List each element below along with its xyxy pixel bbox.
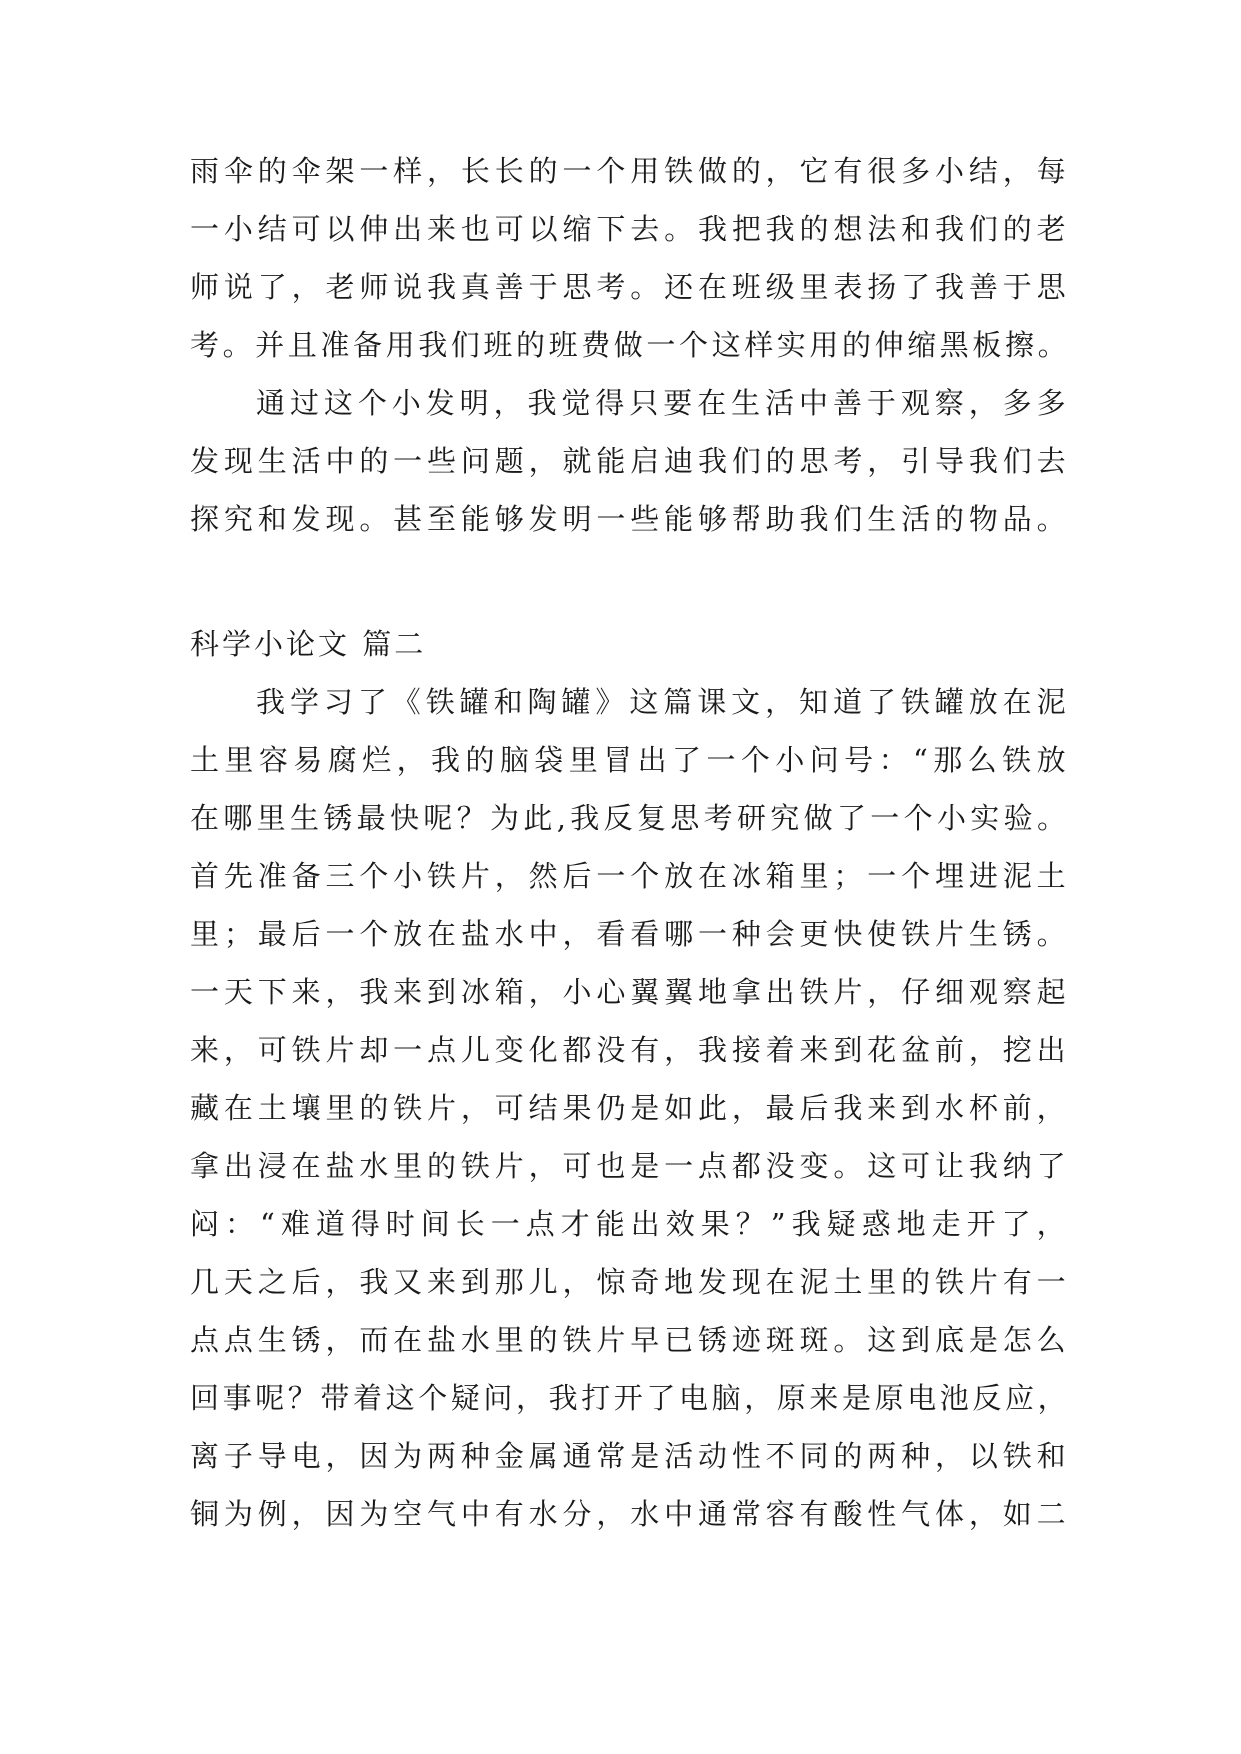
paragraph-line: 点点生锈，而在盐水里的铁片早已锈迹斑斑。这到底是怎么	[190, 1323, 1070, 1357]
paragraph-line: 铜为例，因为空气中有水分，水中通常容有酸性气体，如二	[190, 1497, 1070, 1531]
paragraph-line: 回事呢？带着这个疑问，我打开了电脑，原来是原电池反应，	[190, 1381, 1071, 1415]
paragraph-line: 我学习了《铁罐和陶罐》这篇课文，知道了铁罐放在泥	[256, 685, 1070, 719]
paragraph-line: 藏在土壤里的铁片，可结果仍是如此，最后我来到水杯前，	[190, 1091, 1070, 1125]
paragraph-line: 一天下来，我来到冰箱，小心翼翼地拿出铁片，仔细观察起	[190, 975, 1070, 1009]
paragraph-line: 在哪里生锈最快呢？为此,我反复思考研究做了一个小实验。	[190, 801, 1070, 835]
paragraph-line: 几天之后，我又来到那儿，惊奇地发现在泥土里的铁片有一	[190, 1265, 1070, 1299]
section-heading: 科学小论文 篇二	[190, 627, 427, 661]
paragraph-line: 拿出浸在盐水里的铁片，可也是一点都没变。这可让我纳了	[190, 1149, 1070, 1183]
paragraph-line: 离子导电，因为两种金属通常是活动性不同的两种，以铁和	[190, 1439, 1070, 1473]
paragraph-line: 闷：“难道得时间长一点才能出效果？”我疑惑地走开了，	[190, 1207, 1070, 1241]
paragraph-line: 通过这个小发明，我觉得只要在生活中善于观察，多多	[256, 386, 1070, 420]
paragraph-line: 师说了，老师说我真善于思考。还在班级里表扬了我善于思	[190, 270, 1070, 304]
paragraph-line: 考。并且准备用我们班的班费做一个这样实用的伸缩黑板擦。	[190, 328, 1071, 362]
paragraph-line: 发现生活中的一些问题，就能启迪我们的思考，引导我们去	[190, 444, 1070, 478]
paragraph-line: 一小结可以伸出来也可以缩下去。我把我的想法和我们的老	[190, 212, 1070, 246]
paragraph-line: 来，可铁片却一点儿变化都没有，我接着来到花盆前，挖出	[190, 1033, 1070, 1067]
paragraph-line: 土里容易腐烂，我的脑袋里冒出了一个小问号：“那么铁放	[190, 743, 1070, 777]
paragraph-line: 首先准备三个小铁片，然后一个放在冰箱里；一个埋进泥土	[190, 859, 1070, 893]
paragraph-line: 雨伞的伞架一样，长长的一个用铁做的，它有很多小结，每	[190, 154, 1070, 188]
paragraph-line: 探究和发现。甚至能够发明一些能够帮助我们生活的物品。	[190, 502, 1070, 536]
paragraph-line: 里；最后一个放在盐水中，看看哪一种会更快使铁片生锈。	[190, 917, 1070, 951]
